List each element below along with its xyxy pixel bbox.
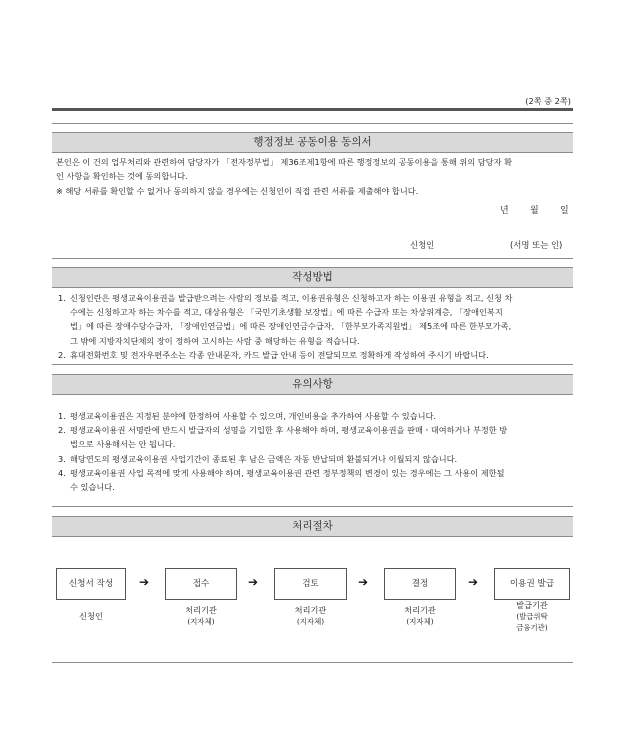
step-label-review: 처리기관 (지자체) xyxy=(294,605,327,626)
writing-method-title: 작성방법 xyxy=(52,267,573,288)
arrow-icon: ➔ xyxy=(358,575,369,589)
list-item: 4. 평생교육이용권 사업 목적에 맞게 사용해야 하며, 평생교육이용권 관련 정부정책의 변경이 있는 경우에는 그 사용이 제한될 수 있습니다. xyxy=(58,467,505,493)
top-divider xyxy=(52,108,573,111)
date-year: 년 xyxy=(500,206,509,216)
divider xyxy=(52,123,573,124)
list-item: 1. 신청인란은 평생교육이용권을 발급받으려는 사람의 정보를 적고, 이용권유형은 신청하고자 하는 이용권 유형을 적고, 신청 차 수에는 신청하고자 하는 차수를 적고, 대상유형은 「국민기초생활 보장법」에 따른 수급자 또는 차상위계층, 「장애인복지 법」에 따른 장애수당수급자, 「장애인연금법」에 따른 장애인연금수급자, 「한부모가족지원법」 제5조에 따른 한부모가족, 그 밖에 지방자치단체의 장이 정하여 고시하는 사람 중 해당하는 유형을 적습니다. xyxy=(58,293,513,346)
arrow-icon: ➔ xyxy=(248,575,259,589)
consent-body-line2: 인 사항을 확인하는 것에 동의합니다. xyxy=(56,171,188,181)
date-month: 월 xyxy=(530,206,539,216)
step-box-decision: 결정 xyxy=(384,568,456,600)
step-box-receipt: 접수 xyxy=(165,568,237,600)
precautions-title: 유의사항 xyxy=(52,374,573,395)
list-item: 1. 평생교육이용권은 지정된 분야에 한정하여 사용할 수 있으며, 개인비용을 추가하여 사용할 수 있습니다. xyxy=(58,411,437,421)
step-label-receipt: 처리기관 (지자체) xyxy=(185,605,217,626)
list-item: 3. 해당연도의 평생교육이용권 사업기간이 종료된 후 남은 금액은 자동 반납되며 환불되거나 이월되지 않습니다. xyxy=(58,453,458,464)
step-label-decision: 처리기관 (지자체) xyxy=(404,605,436,626)
bottom-divider xyxy=(52,662,573,663)
form-page xyxy=(52,0,573,734)
page-indicator: (2쪽 중 2쪽) xyxy=(525,96,571,106)
date-day: 일 xyxy=(560,206,569,216)
divider xyxy=(52,258,573,259)
precautions-list xyxy=(58,409,572,494)
signature-label: (서명 또는 인) xyxy=(510,240,563,250)
arrow-icon: ➔ xyxy=(139,575,150,589)
step-box-apply: 신청서 작성 xyxy=(56,568,126,600)
list-item: 2. 평생교육이용권 서명란에 반드시 발급자의 성명을 기입한 후 사용해야 하며, 평생교육이용권을 판매ㆍ대여하거나 부정한 방 법으로 사용해서는 안 됩니다. xyxy=(58,425,508,450)
arrow-icon: ➔ xyxy=(468,575,479,589)
step-box-review: 검토 xyxy=(274,568,347,600)
procedure-title: 처리절차 xyxy=(52,516,573,537)
divider xyxy=(52,364,573,365)
writing-method-list xyxy=(58,291,572,362)
step-box-issue: 이용권 발급 xyxy=(494,568,570,600)
consent-body-line1: 본인은 이 건의 업무처리와 관련하여 담당자가 「전자정부법」 제36조제1항에 따른 행정정보의 공동이용을 통해 위의 담당자 확 xyxy=(56,157,512,167)
step-label-issue: 발급기관 (발급위탁 금융기관) xyxy=(516,600,548,632)
list-item: 2. 휴대전화번호 및 전자우편주소는 각종 안내문자, 카드 발급 안내 등이 전달되므로 정확하게 작성하여 주시기 바랍니다. xyxy=(58,349,489,360)
divider xyxy=(52,506,573,507)
consent-note: ※ 해당 서류를 확인할 수 없거나 동의하지 않을 경우에는 신청인이 직접 관련 서류를 제출해야 합니다. xyxy=(56,186,419,196)
consent-title: 행정정보 공동이용 동의서 xyxy=(52,132,573,153)
step-label-apply: 신청인 xyxy=(79,611,103,621)
applicant-label: 신청인 xyxy=(410,240,435,250)
